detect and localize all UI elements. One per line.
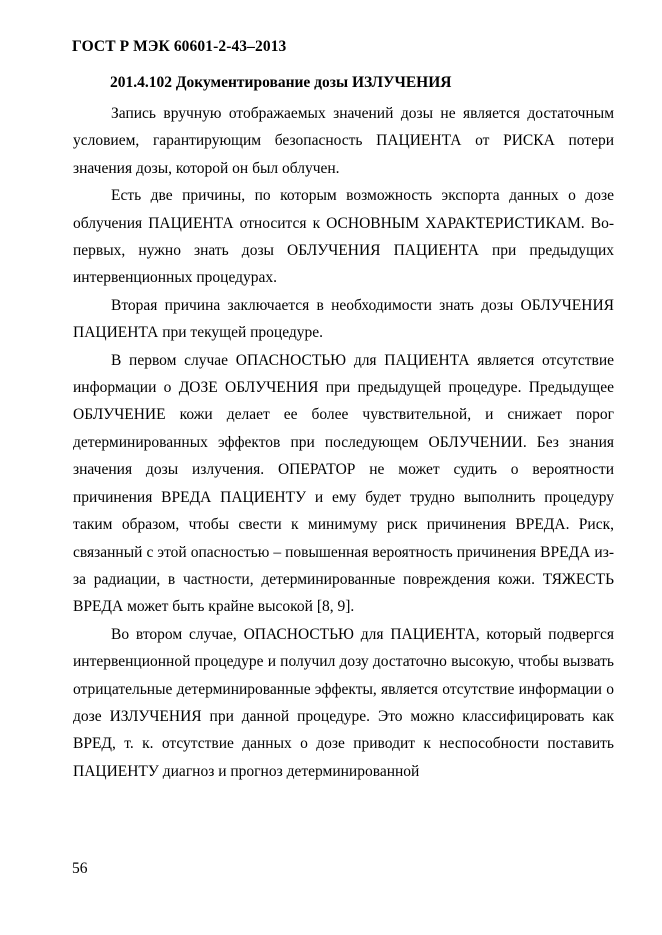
paragraph-4: В первом случае ОПАСНОСТЬЮ для ПАЦИЕНТА является отсутствие информации о ДОЗЕ ОБЛУЧЕНИЯ при предыдущей процедуре. Предыдущее ОБЛУЧЕНИЕ кожи делает ее более чувствительной, и снижает порог детерминированных эффектов при последующем ОБЛУЧЕНИИ. Без знания значения дозы излучения. ОПЕРАТОР не может судить о вероятности причинения ВРЕДА ПАЦИЕНТУ и ему будет трудно выполнить процедуру таким образом, чтобы свести к минимуму риск причинения ВРЕДА. Риск, связанный с этой опасностью – повышенная вероятность причинения ВРЕДА из-за радиации, в частности, детерминированные повреждения кожи. ТЯЖЕСТЬ ВРЕДА может быть крайне высокой [8, 9].: [73, 351, 614, 616]
paragraph-3: Вторая причина заключается в необходимости знать дозы ОБЛУЧЕНИЯ ПАЦИЕНТА при текущей процедуре.: [73, 296, 614, 342]
document-body: [73, 100, 614, 785]
paragraph-1: Запись вручную отображаемых значений дозы не является достаточным условием, гарантирующим безопасность ПАЦИЕНТА от РИСКА потери значения дозы, которой он был облучен.: [73, 105, 614, 177]
paragraph-5: Во втором случае, ОПАСНОСТЬЮ для ПАЦИЕНТА, который подвергся интервенционной процедуре и получил дозу достаточно высокую, чтобы вызвать отрицательные детерминированные эффекты, является отсутствие информации о дозе ИЗЛУЧЕНИЯ при данной процедуре. Это можно классифицировать как ВРЕД, т. к. отсутствие данных о дозе приводит к неспособности поставить ПАЦИЕНТУ диагноз и прогноз детерминированной: [73, 625, 614, 780]
section-title: 201.4.102 Документирование дозы ИЗЛУЧЕНИЯ: [110, 74, 452, 91]
paragraph-2: Есть две причины, по которым возможность экспорта данных о дозе облучения ПАЦИЕНТА относится к ОСНОВНЫМ ХАРАКТЕРИСТИКАМ. Во-первых, нужно знать дозы ОБЛУЧЕНИЯ ПАЦИЕНТА при предыдущих интервенционных процедурах.: [73, 187, 614, 287]
document-header: ГОСТ Р МЭК 60601-2-43–2013: [72, 38, 287, 55]
page-number: 56: [72, 860, 88, 877]
